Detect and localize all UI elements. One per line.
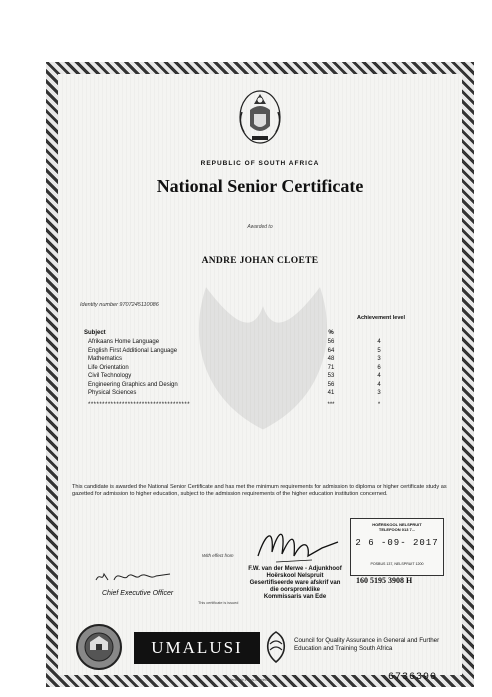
school-date-stamp (350, 518, 444, 576)
table-row (88, 389, 388, 398)
footnote: Electronic in sys-/electronic (228, 678, 272, 682)
subject-percent: 56 (327, 381, 335, 388)
percent-header: % (328, 330, 334, 336)
certifier-name: F.W. van der Merwe - Adjunkhoof (248, 566, 342, 572)
table-row (88, 355, 388, 364)
certificate-frame (46, 62, 474, 687)
filler-percent: *** (327, 402, 335, 408)
subject-name: Civil Technology (88, 373, 132, 379)
achievement-header: Achievement level (357, 315, 405, 321)
certified-original: die oorspronklike (269, 587, 320, 593)
coat-of-arms-icon (236, 88, 284, 146)
table-row (88, 364, 388, 373)
subject-level: 6 (377, 364, 381, 371)
certificate-body (58, 74, 462, 683)
subject-percent: 53 (327, 373, 335, 379)
with-effect-from-label: With effect from (202, 553, 234, 558)
identity-number: Identity number 9707245110086 (80, 302, 159, 308)
subject-name: Afrikaans Home Language (88, 339, 160, 345)
umalusi-logo: UMALUSI (134, 632, 260, 664)
umalusi-emblem-icon (262, 630, 290, 664)
stamp-phone: TELEFOON 013 7... (378, 527, 416, 532)
stamp-school: HOËRSKOOL NELSPRUIT (372, 522, 422, 527)
candidate-name: ANDRE JOHAN CLOETE (201, 256, 319, 266)
subject-name: Mathematics (88, 356, 123, 362)
official-signature-icon (252, 522, 342, 566)
subject-level: 3 (377, 356, 381, 362)
stamp-address: POSBUS 137, NELSPRUIT 1200 (370, 562, 424, 566)
table-row (88, 338, 388, 347)
subject-level: 4 (377, 373, 381, 379)
subject-level: 3 (377, 390, 381, 396)
subject-level: 4 (377, 381, 381, 388)
subject-name: English First Additional Language (88, 347, 178, 354)
filler-subject: ************************************ (88, 402, 191, 408)
award-statement: This candidate is awarded the National Senior Certificate and has met the minimum requirements for admission to diploma or higher certificate study as gazetted for admission to higher education, subject to the admission requirements of the higher education institution concerned. (72, 484, 447, 497)
table-row (88, 347, 388, 356)
subject-percent: 71 (327, 364, 335, 371)
handwritten-serial: 160 5195 3908 H (356, 576, 413, 585)
ceo-signature-icon (94, 568, 174, 586)
certified-line: Gesertifiseerde ware afskrif van (249, 580, 341, 586)
certificate-title: National Senior Certificate (156, 176, 364, 196)
subject-header: Subject (84, 330, 106, 336)
subject-percent: 64 (327, 347, 335, 354)
commissioner-line: Kommissaris van Ede (263, 594, 327, 600)
issued-note: This certificate is issued (198, 601, 239, 605)
certifier-school: Hoërskool Nelspruit (266, 573, 324, 579)
ceo-title: Chief Executive Officer (102, 590, 174, 597)
subject-level: 5 (377, 347, 381, 354)
filler-level: * (377, 402, 381, 408)
table-filler-row (88, 401, 388, 409)
subject-percent: 56 (327, 339, 335, 345)
results-table (88, 338, 388, 398)
awarded-to-label: Awarded to (247, 224, 273, 230)
subject-name: Engineering Graphics and Design (88, 381, 178, 388)
stamp-date: 2 6 -09- 2017 (355, 538, 439, 548)
certificate-serial: 6736390 (388, 672, 438, 683)
certified-copy-stamp (234, 566, 356, 601)
subject-percent: 41 (327, 390, 335, 396)
council-description: Council for Quality Assurance in General and Further Education and Training South Africa (294, 637, 440, 652)
education-seal-icon (74, 622, 124, 672)
subject-level: 4 (377, 339, 381, 345)
country-label: REPUBLIC OF SOUTH AFRICA (200, 160, 320, 167)
table-row (88, 381, 388, 390)
subject-name: Physical Sciences (88, 390, 137, 396)
table-row (88, 372, 388, 381)
subject-name: Life Orientation (88, 364, 129, 371)
subject-percent: 48 (327, 356, 335, 362)
